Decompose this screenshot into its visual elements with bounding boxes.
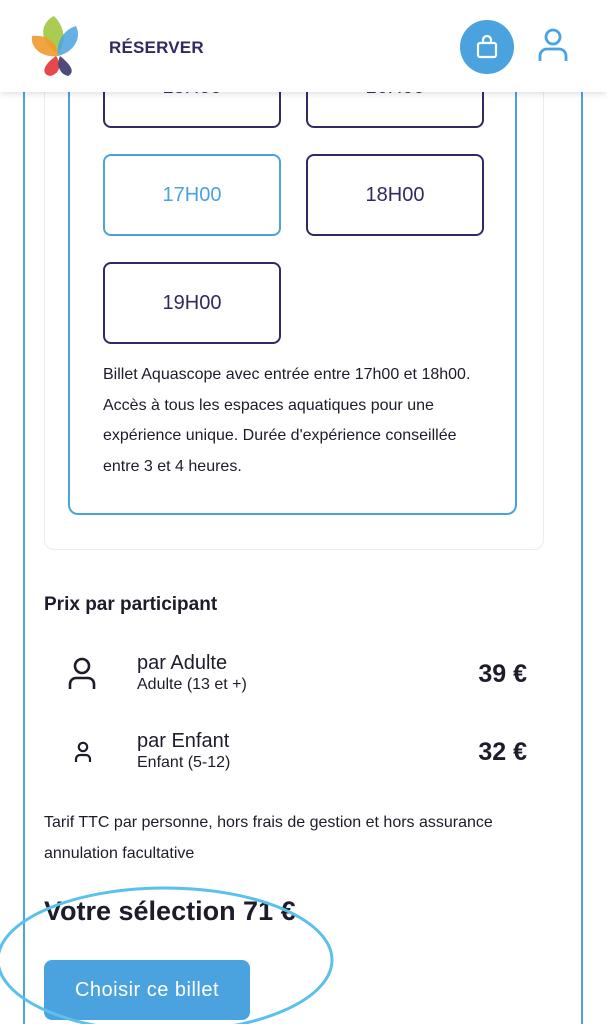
adult-price: 39 € [478,660,527,688]
child-person-icon [73,741,93,763]
header-title[interactable]: RÉSERVER [109,38,204,57]
app-header [0,0,607,92]
selection-total: Votre sélection 71 € [44,896,296,926]
child-label: par Enfant [137,730,230,752]
time-slot-18h00[interactable]: 18H00 [306,154,484,236]
child-sublabel: Enfant (5-12) [137,754,231,771]
adult-sublabel: Adulte (13 et +) [137,676,247,693]
tarif-note: Tarif TTC par personne, hors frais de gestion et hors assurance annulation facultative [44,814,493,862]
time-slot-17h00[interactable]: 17H00 [103,154,281,236]
child-price: 32 € [478,738,527,766]
ticket-description: Billet Aquascope avec entrée entre 17h00 et 18h00. Accès à tous les espaces aquatiques pour une expérience unique. Durée d'expérience conseillée entre 3 et 4 heures. [103,366,471,475]
frame-border-left [23,92,25,1024]
cart-button[interactable] [460,20,514,74]
price-row-adult [0,648,607,708]
pricing-title: Prix par participant [44,594,218,615]
frame-border-right [581,92,583,1024]
adult-label: par Adulte [137,652,228,674]
shopping-bag-icon [474,34,500,60]
brand-logo-icon[interactable] [28,14,88,78]
adult-person-icon [66,657,98,691]
time-slot-19h00[interactable]: 19H00 [103,262,281,344]
price-row-child [0,726,607,786]
user-icon [536,27,570,63]
account-button[interactable] [532,24,574,66]
choose-ticket-button[interactable]: Choisir ce billet [44,960,250,1020]
